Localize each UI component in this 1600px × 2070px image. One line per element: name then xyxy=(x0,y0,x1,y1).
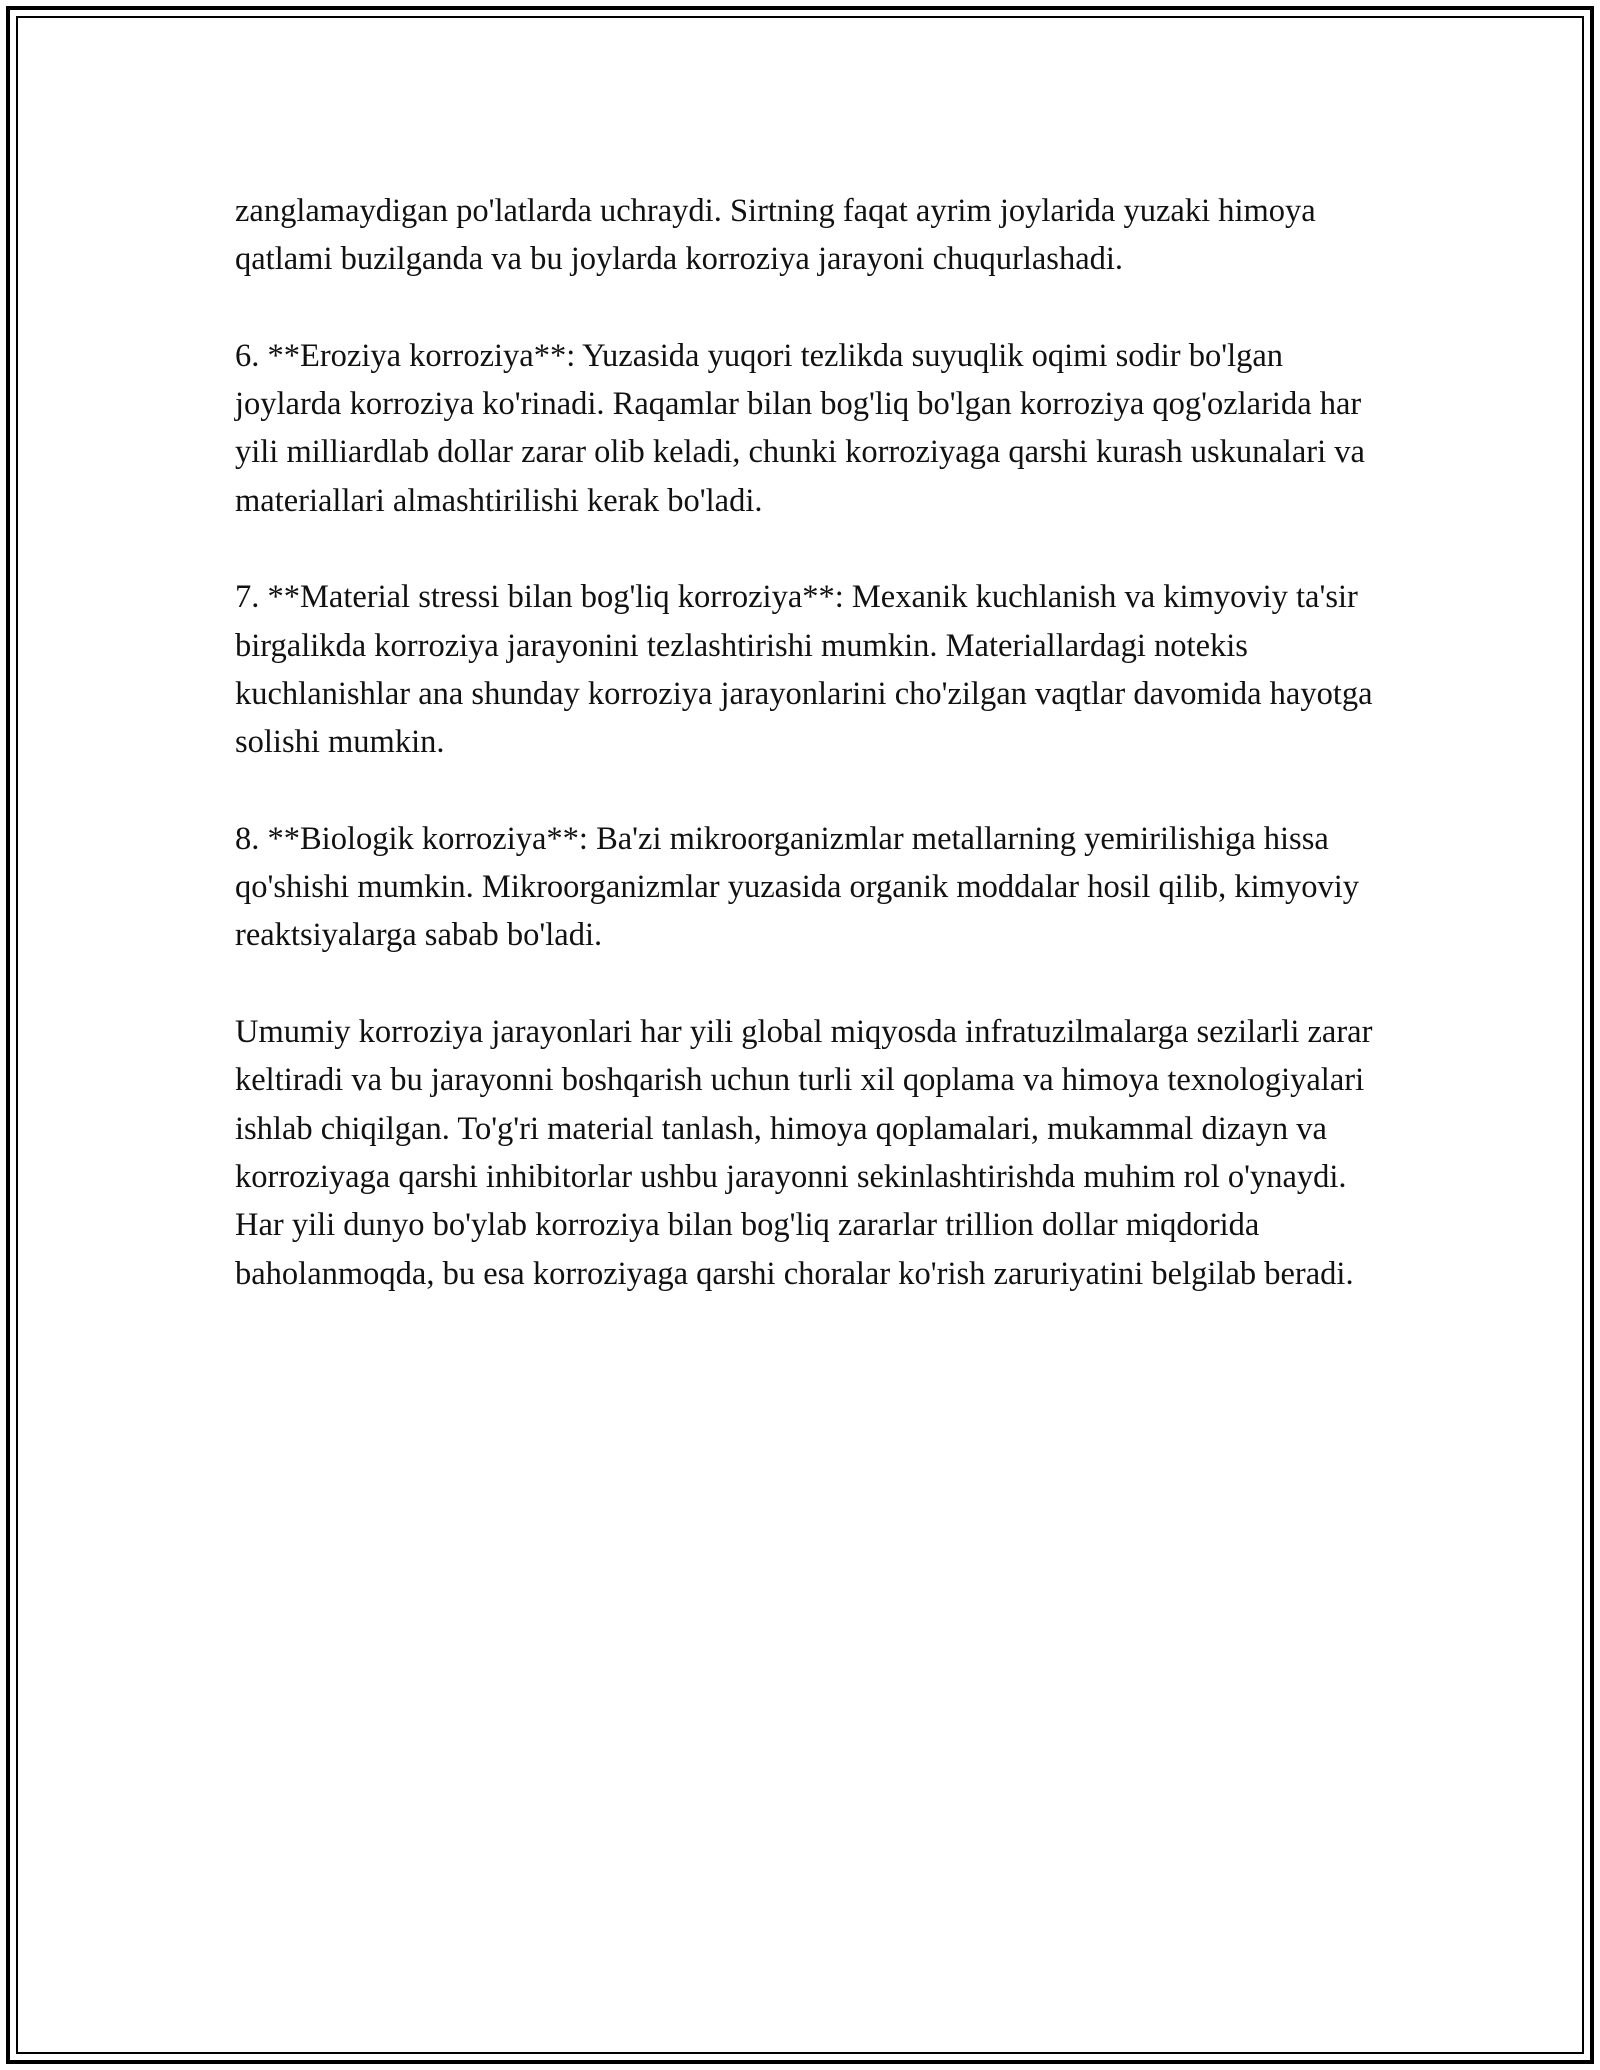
paragraph-summary: Umumiy korroziya jarayonlari har yili global miqyosda infratuzilmalarga sezilarli zarar keltiradi va bu jarayonni boshqarish uchun turli xil qoplama va himoya texnologiyalari ishlab chiqilgan. To'g'ri material tanlash, himoya qoplamalari, mukammal dizayn va korroziyaga qarshi inhibitorlar ushbu jarayonni sekinlashtirishda muhim rol o'ynaydi. Har yili dunyo bo'ylab korroziya bilan bog'liq zararlar trillion dollar miqdorida baholanmoqda, bu esa korroziyaga qarshi choralar ko'rish zaruriyatini belgilab beradi. xyxy=(235,1014,1373,1292)
paragraph-stainless-steel-continuation: zanglamaydigan po'latlarda uchraydi. Sirtning faqat ayrim joylarida yuzaki himoya qatlami buzilganda va bu joylarda korroziya jarayoni chuqurlashadi. xyxy=(235,193,1316,278)
paragraph-stress-corrosion: 7. **Material stressi bilan bog'liq korroziya**: Mexanik kuchlanish va kimyoviy ta'sir birgalikda korroziya jarayonini tezlashtirishi mumkin. Materiallardagi notekis kuchlanishlar ana shunday korroziya jarayonlarini cho'zilgan vaqtlar davomida hayotga solishi mumkin. xyxy=(235,579,1373,761)
document-body xyxy=(235,187,1375,1298)
paragraph-biological-corrosion: 8. **Biologik korroziya**: Ba'zi mikroorganizmlar metallarning yemirilishiga hissa qo'shishi mumkin. Mikroorganizmlar yuzasida organik moddalar hosil qilib, kimyoviy reaktsiyalarga sabab bo'ladi. xyxy=(235,820,1359,954)
paragraph-erosion-corrosion: 6. **Eroziya korroziya**: Yuzasida yuqori tezlikda suyuqlik oqimi sodir bo'lgan joylarda korroziya ko'rinadi. Raqamlar bilan bog'liq bo'lgan korroziya qog'ozlarida har yili milliardlab dollar zarar olib keladi, chunki korroziyaga qarshi kurash uskunalari va materiallari almashtirilishi kerak bo'ladi. xyxy=(235,337,1365,519)
